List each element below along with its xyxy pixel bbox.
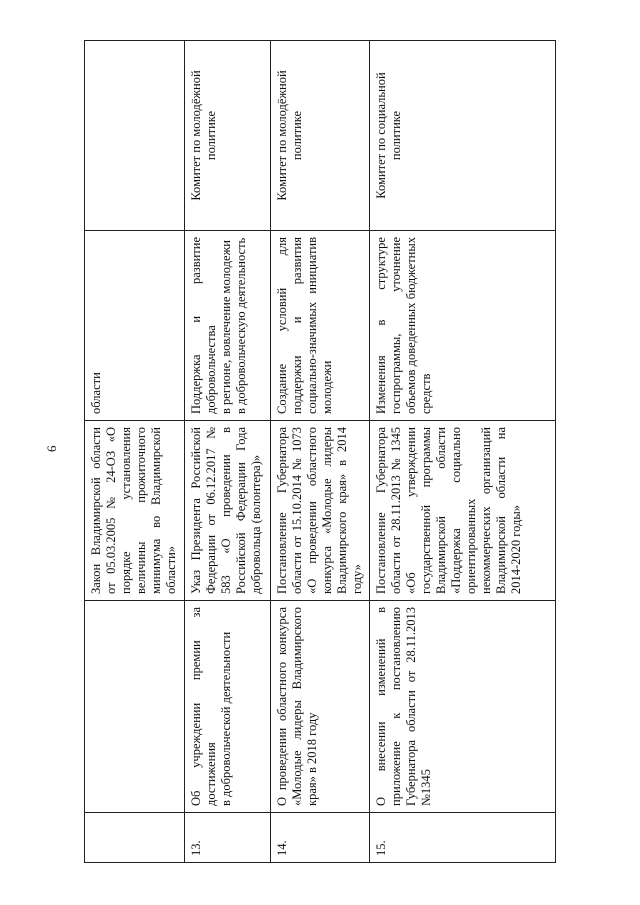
table-row — [271, 41, 370, 863]
expected-result: Изменения в структуре госпрограммы, уточнение объемов доведенных бюджетных средств — [370, 231, 556, 421]
measures-table — [84, 40, 556, 863]
legal-basis: Постановление Губернатора области от 28.11.2013 № 1345 «Об утверждении государственной программы Владимирской области «Поддержка социально ориентированных некоммерческих организаций Владимирской области на 2014-2020 годы» — [370, 421, 556, 601]
rotated-table-container — [84, 41, 554, 863]
row-number — [85, 813, 185, 863]
measure-name — [85, 601, 185, 813]
responsible-body: Комитет по молодёжной политике — [185, 41, 271, 231]
legal-basis: Закон Владимирской области от 05.03.2005 № 24-ОЗ «О порядке установления величины прожиточного минимума во Владимирской области» — [85, 421, 185, 601]
responsible-body: Комитет по молодёжной политике — [271, 41, 370, 231]
measure-name: О внесении изменений в приложение к постановлению Губернатора области от 28.11.2013 №1345 — [370, 601, 556, 813]
responsible-body: Комитет по социальной политике — [370, 41, 556, 231]
table-row — [185, 41, 271, 863]
measure-name: О проведении областного конкурса «Молодые лидеры Владимирского края» в 2018 году — [271, 601, 370, 813]
expected-result: области — [85, 231, 185, 421]
table-row — [370, 41, 556, 863]
expected-result: Поддержка и развитие добровольчества в регионе, вовлечение молодежи в добровольческую деятельность — [185, 231, 271, 421]
measure-name: Об учреждении премии за достижения в добровольческой деятельности — [185, 601, 271, 813]
table-row — [85, 41, 185, 863]
page-number: 6 — [44, 445, 59, 452]
row-number: 14. — [271, 813, 370, 863]
responsible-body — [85, 41, 185, 231]
legal-basis: Постановление Губернатора области от 15.10.2014 № 1073 «О проведении областного конкурса «Молодые лидеры Владимирского края» в 2014 году» — [271, 421, 370, 601]
row-number: 13. — [185, 813, 271, 863]
expected-result: Создание условий для поддержки и развития социально-значимых инициатив молодежи — [271, 231, 370, 421]
row-number: 15. — [370, 813, 556, 863]
legal-basis: Указ Президента Российской Федерации от 06.12.2017 № 583 «О проведении в Российской Федерации Года добровольца (волонтера)» — [185, 421, 271, 601]
